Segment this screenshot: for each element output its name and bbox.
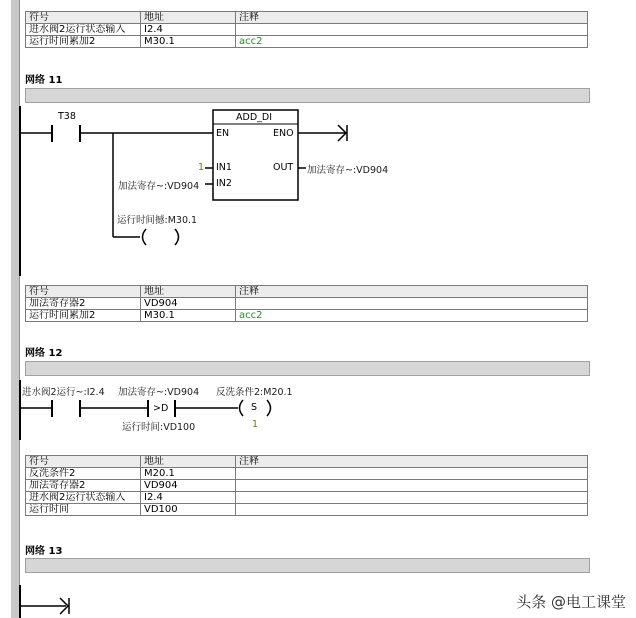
cell-comment <box>236 504 588 516</box>
add-di-in2: IN2 <box>216 178 232 189</box>
set-coil-count[interactable]: 1 <box>252 419 259 430</box>
network-12-title[interactable]: 网络 12 <box>25 348 63 359</box>
network-13-title[interactable]: 网络 13 <box>25 546 63 557</box>
cell-symbol: 运行时间累加2 <box>26 310 141 322</box>
header-symbol: 符号 <box>26 286 141 298</box>
cell-symbol: 加法寄存器2 <box>26 298 141 310</box>
watermark: 头条 @电工课堂 <box>516 593 626 611</box>
symbol-table-3 <box>25 455 588 516</box>
coil-m20-1-label[interactable]: 反洗条件2:M20.1 <box>216 387 293 398</box>
add-di-out: OUT <box>273 162 294 173</box>
cell-address: VD904 <box>141 298 236 310</box>
cell-address: VD100 <box>141 504 236 516</box>
cell-comment: acc2 <box>236 36 588 48</box>
cell-comment <box>236 480 588 492</box>
add-di-eno: ENO <box>273 128 294 139</box>
cell-symbol: 反洗条件2 <box>26 468 141 480</box>
network-11-title[interactable]: 网络 11 <box>25 75 63 86</box>
header-address: 地址 <box>141 286 236 298</box>
add-di-title[interactable]: ADD_DI <box>236 112 272 123</box>
header-comment: 注释 <box>236 12 588 24</box>
power-rail-13 <box>19 585 21 618</box>
cell-comment <box>236 492 588 504</box>
compare-operator: >D <box>153 403 169 414</box>
cell-address: VD904 <box>141 480 236 492</box>
set-coil-symbol: S <box>251 402 258 413</box>
cell-comment: acc2 <box>236 310 588 322</box>
contact-t38-label[interactable]: T38 <box>58 111 76 122</box>
table-row[interactable] <box>26 310 588 322</box>
network-12-comment-bar[interactable] <box>25 361 590 376</box>
cell-symbol: 进水阀2运行状态输入 <box>26 492 141 504</box>
power-rail-12 <box>19 380 21 440</box>
cell-address: I2.4 <box>141 492 236 504</box>
in1-value[interactable]: 1 <box>198 162 205 173</box>
header-comment: 注释 <box>236 286 588 298</box>
compare-in2-label[interactable]: 运行时间:VD100 <box>122 422 196 433</box>
cell-comment <box>236 298 588 310</box>
coil-m30-1-label[interactable]: 运行时间撼:M30.1 <box>117 215 198 226</box>
add-di-in1: IN1 <box>216 162 232 173</box>
cell-address: M30.1 <box>141 36 236 48</box>
table-row[interactable] <box>26 492 588 504</box>
cell-address: M30.1 <box>141 310 236 322</box>
in2-operand[interactable]: 加法寄存~:VD904 <box>118 181 200 192</box>
coil-m30-1-left <box>143 229 147 245</box>
coil-m30-1-right <box>175 229 179 245</box>
table-row[interactable] <box>26 480 588 492</box>
table-row[interactable] <box>26 468 588 480</box>
cell-comment <box>236 468 588 480</box>
out-operand[interactable]: 加法寄存~:VD904 <box>307 165 389 176</box>
cell-symbol: 进水阀2运行状态输入 <box>26 24 141 36</box>
table-header-row <box>26 286 588 298</box>
table-row[interactable] <box>26 298 588 310</box>
table-header-row <box>26 456 588 468</box>
cell-address: M20.1 <box>141 468 236 480</box>
power-rail-11 <box>19 106 21 276</box>
compare-in1-label[interactable]: 加法寄存~:VD904 <box>118 387 200 398</box>
cell-symbol: 运行时间 <box>26 504 141 516</box>
table-row[interactable] <box>26 504 588 516</box>
header-comment: 注释 <box>236 456 588 468</box>
cell-address: I2.4 <box>141 24 236 36</box>
contact-i2-4-label[interactable]: 进水阀2运行~:I2.4 <box>22 387 105 398</box>
network-13-comment-bar[interactable] <box>25 558 590 573</box>
header-address: 地址 <box>141 456 236 468</box>
header-symbol: 符号 <box>26 12 141 24</box>
header-symbol: 符号 <box>26 456 141 468</box>
cell-symbol: 加法寄存器2 <box>26 480 141 492</box>
header-address: 地址 <box>141 12 236 24</box>
add-di-en: EN <box>216 128 230 139</box>
cell-symbol: 运行时间累加2 <box>26 36 141 48</box>
symbol-table-2 <box>25 285 588 322</box>
